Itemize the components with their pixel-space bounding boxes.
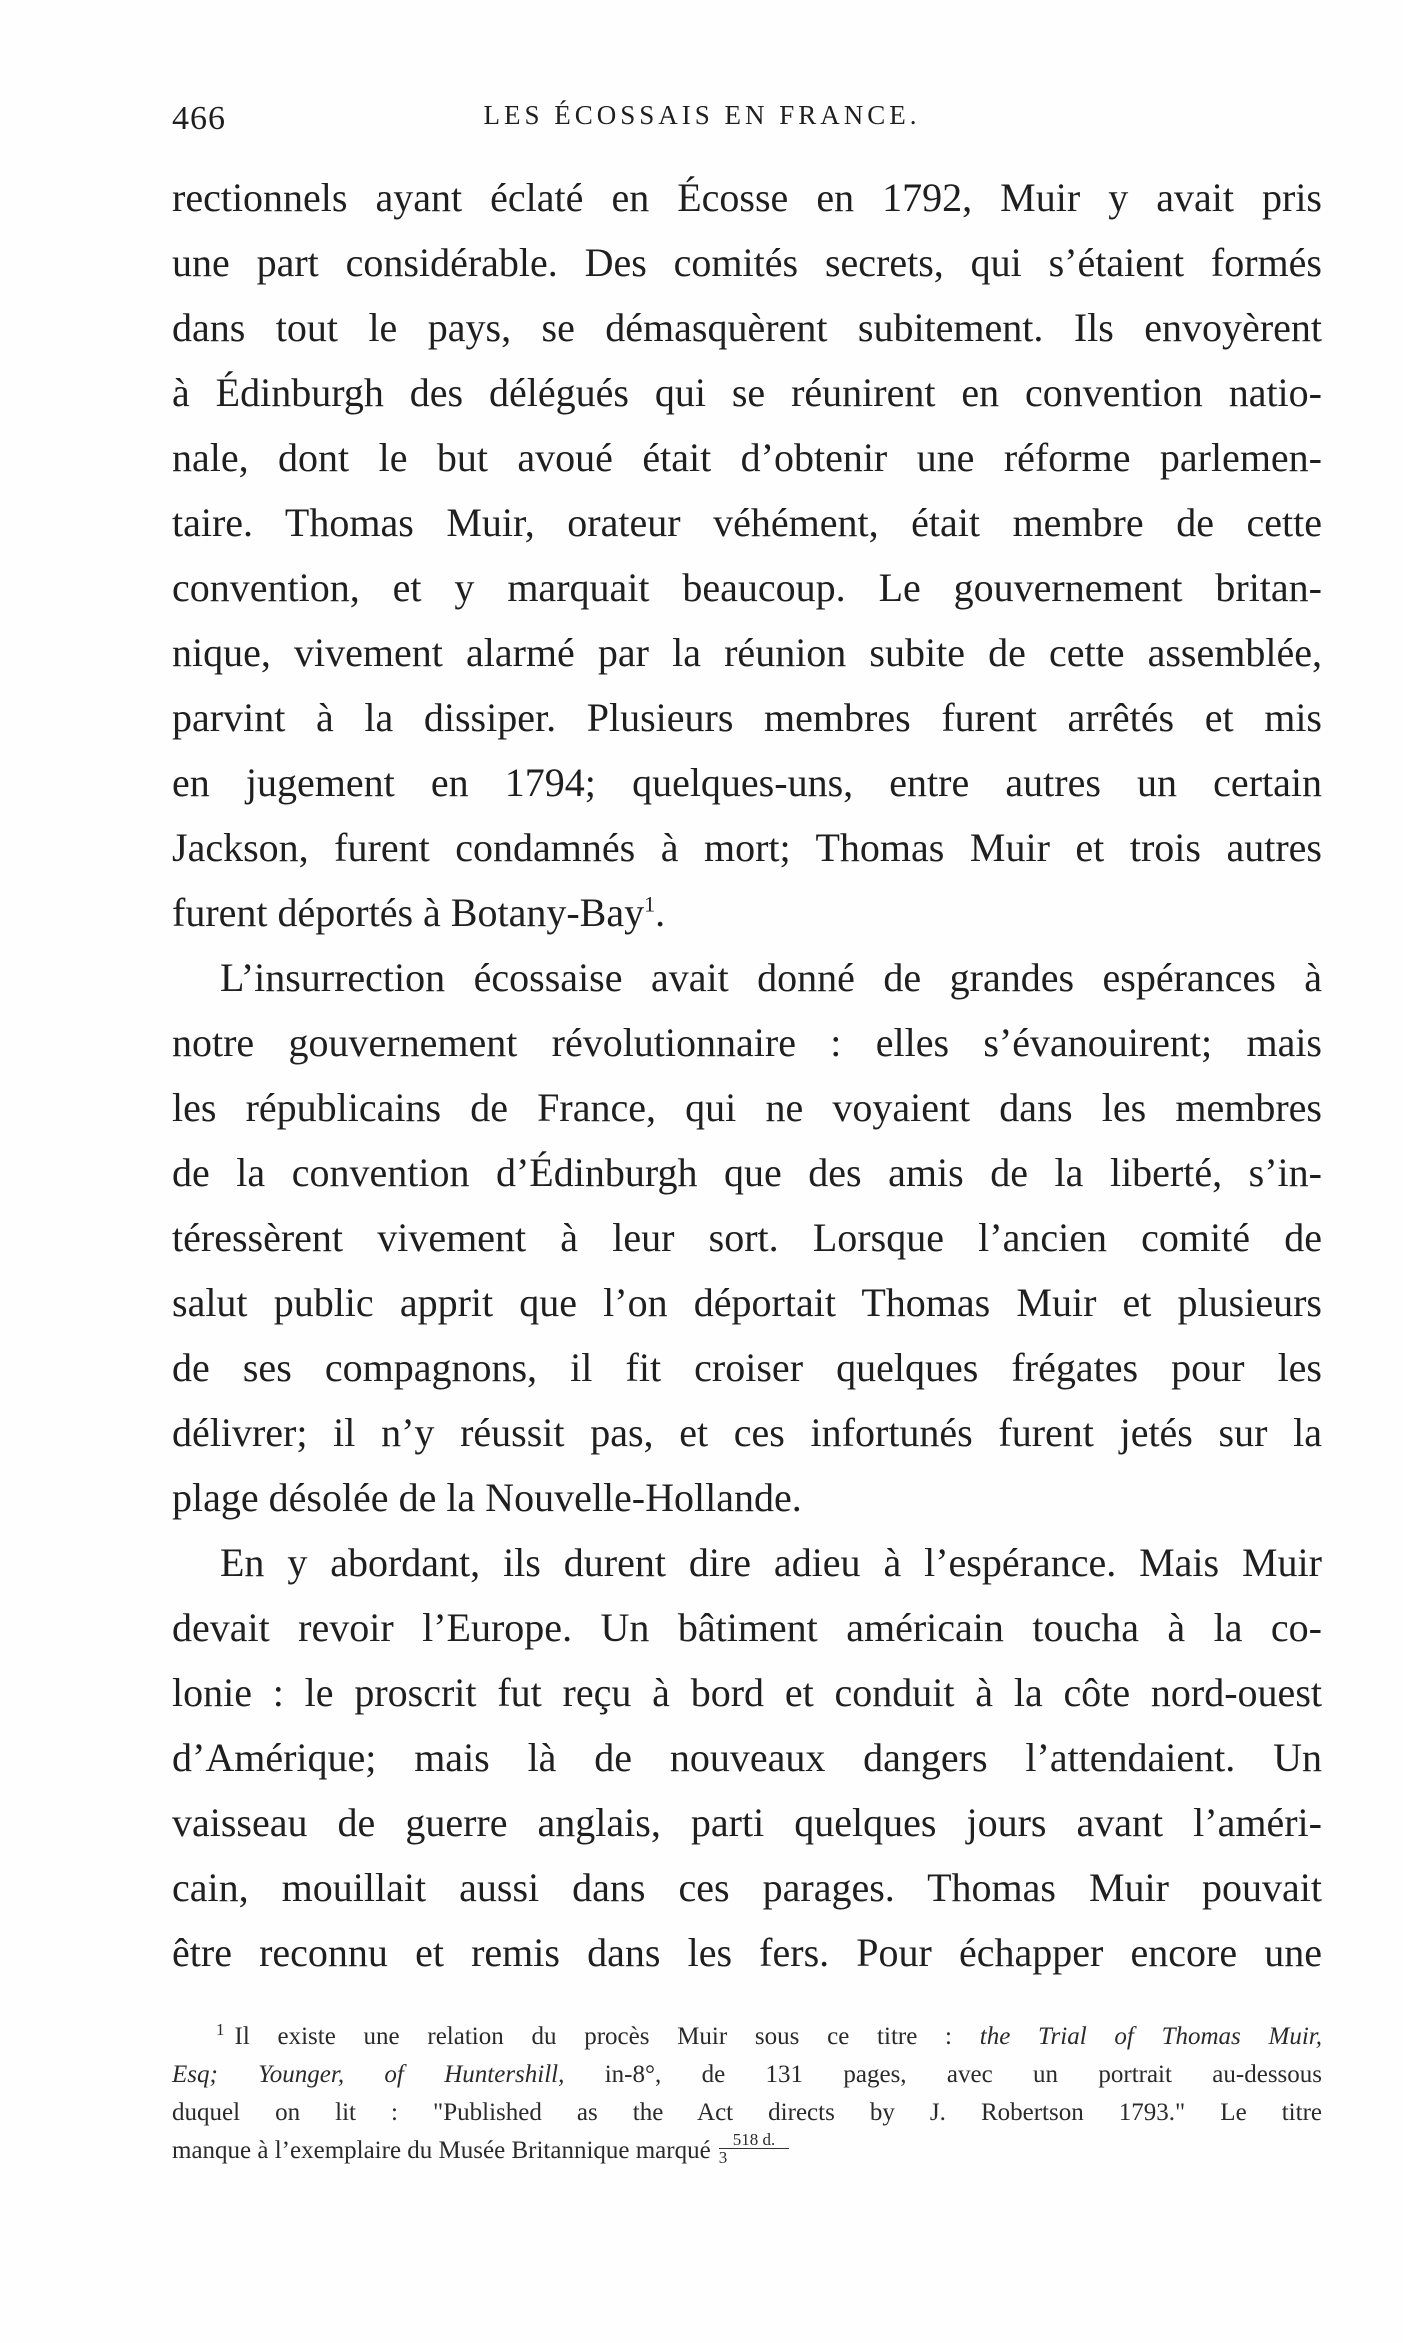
footnote-text: Il existe une relation du procès Muir sous ce titre : [234,2023,980,2050]
text-line: notre gouvernement révolutionnaire : elles s’évanouirent; mais [172,1020,1322,1065]
text-line: de la convention d’Édinburgh que des amis de la liberté, s’in- [172,1150,1322,1195]
text-line: d’Amérique; mais là de nouveaux dangers l’attendaient. Un [172,1735,1322,1780]
text-line: salut public apprit que l’on déportait Thomas Muir et plusieurs [172,1280,1322,1325]
text-line: vaisseau de guerre anglais, parti quelques jours avant l’améri- [172,1800,1322,1845]
shelfmark [719,2131,790,2166]
footnote-line [172,2018,1322,2056]
text-line: être reconnu et remis dans les fers. Pour échapper encore une [172,1930,1322,1975]
text-line: en jugement en 1794; quelques-uns, entre autres un certain [172,760,1322,805]
shelfmark-numerator: 518 d. [719,2131,790,2149]
text-line: Jackson, furent condamnés à mort; Thomas Muir et trois autres [172,825,1322,870]
text-line: cain, mouillait aussi dans ces parages. Thomas Muir pouvait [172,1865,1322,1910]
body-text [172,165,1322,1985]
text-line: une part considérable. Des comités secrets, qui s’étaient formés [172,240,1322,285]
text-line: nique, vivement alarmé par la réunion subite de cette assemblée, [172,630,1322,675]
paragraph-end-line [172,880,1322,945]
footnote-marker: 1 [216,2019,225,2039]
text-line: convention, et y marquait beaucoup. Le gouvernement britan- [172,565,1322,610]
paragraph-end-line: plage désolée de la Nouvelle-Hollande. [172,1475,802,1520]
footnote-text: in-8°, de 131 pages, avec un portrait au-dessous [564,2061,1322,2088]
footnote-text: manque à l’exemplaire du Musée Britannique marqué [172,2137,711,2164]
text-line: parvint à la dissiper. Plusieurs membres furent arrêtés et mis [172,695,1322,740]
paragraph-start-line: L’insurrection écossaise avait donné de grandes espérances à [220,955,1322,1000]
footnote-line [172,2056,1322,2094]
text-line: devait revoir l’Europe. Un bâtiment américain toucha à la co- [172,1605,1322,1650]
text-line: de ses compagnons, il fit croiser quelques frégates pour les [172,1345,1322,1390]
text-line: lonie : le proscrit fut reçu à bord et conduit à la côte nord-ouest [172,1670,1322,1715]
text-line: nale, dont le but avoué était d’obtenir une réforme parlemen- [172,435,1322,480]
text-line: délivrer; il n’y réussit pas, et ces infortunés furent jetés sur la [172,1410,1322,1455]
footnote-reference[interactable]: 1 [644,891,656,917]
footnote-title: the Trial of Thomas Muir, [979,2023,1322,2050]
running-title: LES ÉCOSSAIS EN FRANCE. [483,100,921,130]
text-line: dans tout le pays, se démasquèrent subitement. Ils envoyèrent [172,305,1322,350]
footnote-line: duquel on lit : "Published as the Act directs by J. Robertson 1793." Le titre [172,2099,1322,2126]
paragraph-start-line: En y abordant, ils durent dire adieu à l’espérance. Mais Muir [220,1540,1322,1585]
text-line: taire. Thomas Muir, orateur véhément, était membre de cette [172,500,1322,545]
shelfmark-denominator: 3 [718,2147,728,2167]
text-segment: furent déportés à Botany-Bay [172,890,645,935]
sentence-period: . [655,890,666,935]
text-line: les républicains de France, qui ne voyaient dans les membres [172,1085,1322,1130]
text-line: rectionnels ayant éclaté en Écosse en 1792, Muir y avait pris [172,175,1322,220]
text-line: à Édinburgh des délégués qui se réunirent en convention natio- [172,370,1322,415]
footnote-title: Esq; Younger, of Huntershill, [172,2061,565,2088]
footnote-line [172,2129,1322,2170]
footnote [172,2018,1322,2170]
text-line: téressèrent vivement à leur sort. Lorsque l’ancien comité de [172,1215,1322,1260]
running-head [172,100,1232,140]
page-number: 466 [172,100,226,137]
